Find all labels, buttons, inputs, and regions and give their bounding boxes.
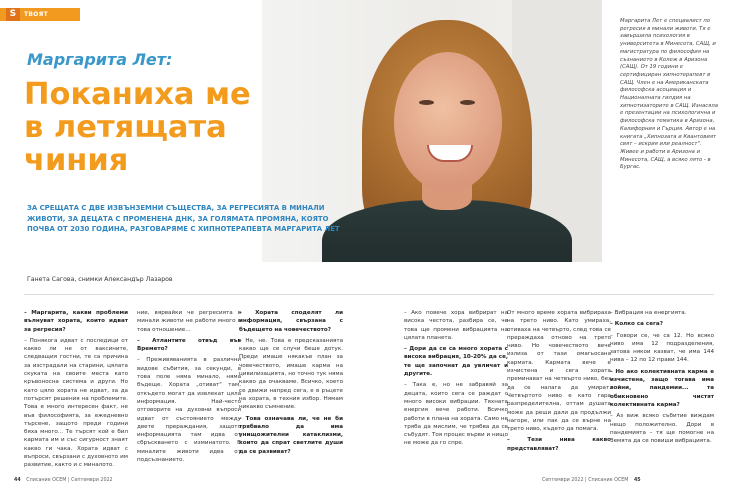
answer-paragraph: – Аз виж всяко събитие виждам нещо положително. Дори в пандемията – тя ще помогне на Земята да се повиши вибрацията. — [610, 413, 714, 445]
question-paragraph: – Но ако колективната карма е изчистена, защо тогава има войни, пандемии... та обикновено чистят колективната карма? — [610, 368, 714, 408]
title-line: в летящата — [24, 110, 227, 145]
text-column-2 — [137, 309, 241, 467]
answer-paragraph: ние, вярвайки че регресията в минали животи не работи много в това отношение... — [137, 310, 241, 333]
answer-paragraph: – Вибрация на енергията. — [610, 310, 687, 316]
text-column-6 — [610, 309, 714, 448]
byline: Ганета Сагова, снимки Александър Лазаров — [27, 276, 173, 283]
footer-left — [10, 478, 113, 483]
title-line: чиния — [24, 143, 129, 178]
photo-caption: Маргарита Лет е специалист по регресия в минали животи. Тя е завършила психология в университета в Минесота, САЩ, и магистратура по философия на съзнанието в Колеж в Аризона (САЩ). От 19 години е сертифициран хипнотерапевт в САЩ. Член е на Американската философска асоциация и Националната гилдия на хипнотизаторите в САЩ. Изнасяла е презентации на психологична и философска тематика в Аризона, Калифорния и Гърция. Автор е на книгата „Хипнозата и Квантовият свят – искрия или реалност". Живее и работи в Аризона и Минесота, САЩ, а всяко лято - в Бургас. — [620, 18, 719, 171]
question-paragraph: – Дори да се са много хората с висока вибрация, 10-20% да се, те ще започнат да увличат и другите. — [404, 346, 508, 378]
section-logo-icon: S — [6, 8, 20, 21]
divider — [24, 294, 714, 295]
footer-left-text: Списание ОСЕМ | Септември 2022 — [26, 478, 113, 483]
answer-paragraph: – Така е, но не забравяй за децата, които сега се раждат с много високи вибрации. Тяхната енергия вече работи. Всичко работи в плана на хората. Само не тряба да мислим, че трябва да се събудят. Тоя процес върви и нищо не може да го спре. — [404, 382, 508, 447]
portrait-face — [394, 52, 502, 192]
section-tag — [0, 8, 80, 31]
answer-paragraph: – Ако повече хора вибрират на висока честота, разбира се, че това ще промени вибрацията на цялата планета. — [404, 310, 508, 341]
answer-paragraph: – Преживяванията в различни видове събития, за секунди, в това поле няма минало, няма бъдеще. Хората „отиват" там, откъдето могат да извлекат цяла информация. Най-често отговорите на духовни въпроси идват от състоянието между двете прераждания, защото информацията там идва от сбръскването с изминатото. В миналите животи идва от подсъзнанието. — [137, 357, 241, 464]
footer-right — [542, 478, 645, 483]
answer-paragraph: – Понякога идват с последици от какво ли не от ваксините, следващия гостни, те са причина за изстрадали на старини, цялата скуката на своите места като кръвоносна система и други. Но като цяло хората не идват, за да потърсят решения на проблемите. Това е много интересен факт, не във философията, за ежедневно търсене, защото преди години бяха много... Те търсят кой е бил кармата им и със сигурност знаят какво ги чака. Хората идват с въпроси, свързани с духовното им развитие, както и с миналото. — [24, 337, 128, 469]
article-kicker: Маргарита Лет: — [27, 50, 173, 69]
question-paragraph: – Това означава ли, че не би трябвало да има унищожителни катаклизми, които да спрат светлите души да се развиват? — [239, 415, 343, 455]
question-paragraph: – Маргарита, какви проблеми вълнуват хората, които идват за регресия? — [24, 310, 128, 333]
question-paragraph: – Колко са сега? — [610, 321, 663, 328]
question-paragraph: – Хората споделят ли информация, свързана с бъдещето на човечеството? — [239, 310, 343, 333]
text-column-5 — [507, 309, 611, 456]
portrait-right-eye — [460, 100, 475, 105]
answer-paragraph: От много време хората вибрираха на трето ниво. Като умираха, отиваха на четвърто, след това се прераждаха отново на трето ниво. Но човечеството вече излиза от тази омагьосана кармата. Кармата вече е изчистена и сега хората преминават на четвърто ниво, без да се налага да умират. Четвъртото ниво е като гара разпределителна, оттам душата може да реши дали да продължи нагоре, или пак да се върне на трето ниво, където да помага. — [507, 310, 611, 433]
portrait-left-eye — [419, 100, 434, 105]
article-title — [24, 78, 324, 177]
answer-paragraph: – Не, не. Това е предсказанията какво ще се случи беше дотук. Преди имаше някакъв план за човечеството, имаше карма на цивилизацията, но точно тук няма какво да очакваме. Всичко, което се движи напред сега, е в ръцете на хората, в техния избор. Нямам никакво съмнение. — [239, 337, 343, 411]
footer-right-text: Септември 2022 | Списание ОСЕМ — [542, 478, 629, 483]
question-paragraph: – Тези нива какво представляват? — [507, 437, 611, 452]
text-column-3 — [239, 309, 343, 459]
text-column-1 — [24, 309, 128, 473]
title-line: Поканиха ме — [24, 77, 251, 112]
article-lead: ЗА СРЕЩАТА С ДВЕ ИЗВЪНЗЕМНИ СЪЩЕСТВА, ЗА РЕГРЕСИЯТА В МИНАЛИ ЖИВОТИ, ЗА ДЕЦАТА С ПРОМЕНЕНА ДНК, ЗА ГОЛЯМАТА ПРОМЯНА, КОЯТО ПОЧВА ОТ 2030 ГОДИНА, РАЗГОВАРЯМЕ С ХИПНОТЕРАПЕВТА МАРГАРИТА ЛЕТ — [27, 204, 340, 234]
question-paragraph: – Атлантите отвъд във Времето? — [137, 337, 241, 353]
section-tag-label: ТВОЯТ КОСМОС — [24, 11, 56, 31]
answer-paragraph: – Говори се, че са 12. Но всяко ниво има 12 подразделения, затова някои казват, че има 144 нива – 12 по 12 прави 144. — [610, 332, 714, 364]
text-column-4 — [404, 309, 508, 451]
page-number-left: 44 — [14, 478, 21, 483]
page-number-right: 45 — [633, 478, 641, 483]
